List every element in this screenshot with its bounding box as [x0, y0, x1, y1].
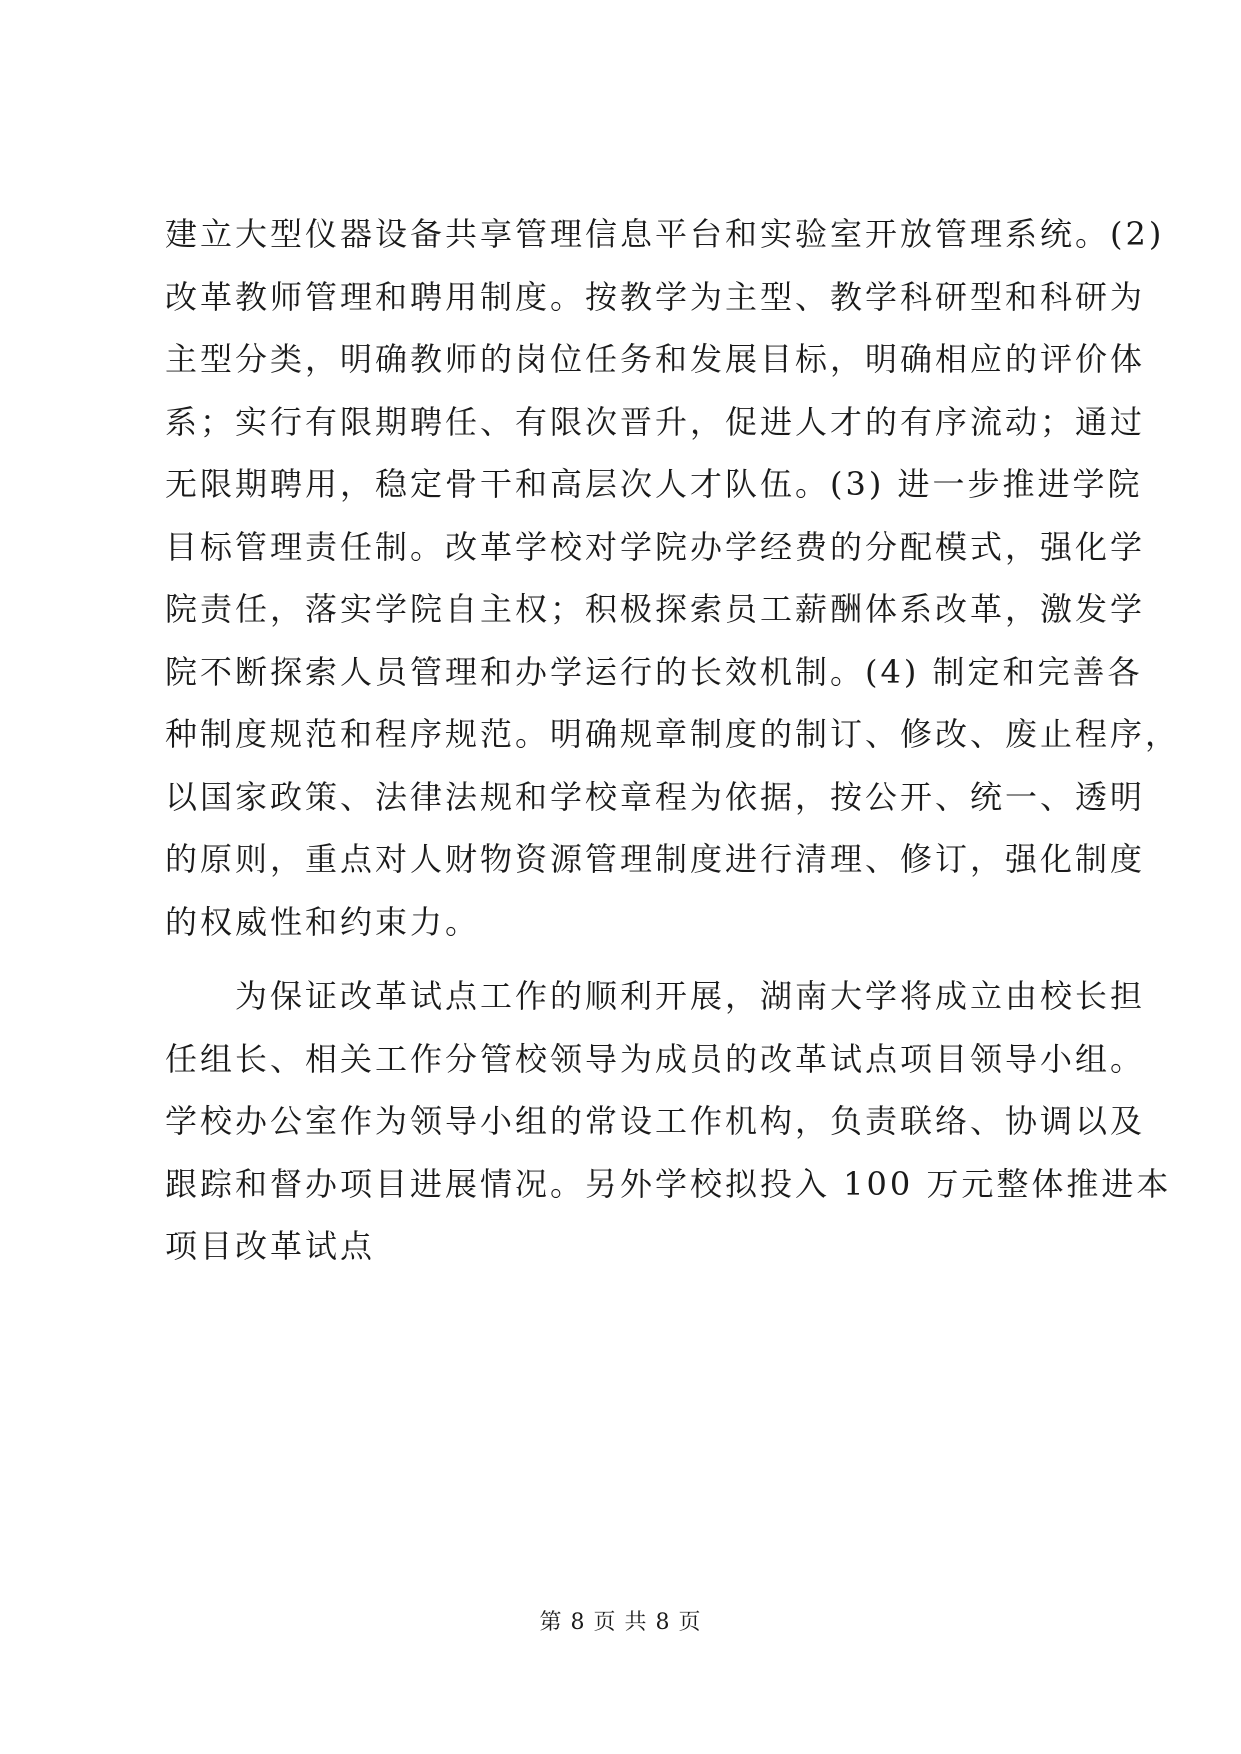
text-line: 以国家政策、法律法规和学校章程为依据，按公开、统一、透明 [165, 777, 1146, 816]
text-line: 任组长、相关工作分管校领导为成员的改革试点项目领导小组。 [165, 1039, 1146, 1078]
text-line: 跟踪和督办项目进展情况。另外学校拟投入 100 万元整体推进本 [165, 1164, 1172, 1203]
text-line: 改革教师管理和聘用制度。按教学为主型、教学科研型和科研为 [165, 277, 1146, 316]
text-line: 种制度规范和程序规范。明确规章制度的制订、修改、废止程序， [165, 715, 1181, 753]
text-line: 目标管理责任制。改革学校对学院办学经费的分配模式，强化学 [165, 527, 1146, 566]
text-line: 无限期聘用，稳定骨干和高层次人才队伍。(3) 进一步推进学院 [165, 465, 1143, 503]
text-line: 主型分类，明确教师的岗位任务和发展目标，明确相应的评价体 [165, 340, 1146, 378]
text-line: 系；实行有限期聘任、有限次晋升，促进人才的有序流动；通过 [165, 402, 1146, 441]
text-line: 院责任，落实学院自主权；积极探索员工薪酬体系改革，激发学 [165, 590, 1146, 628]
text-line: 项目改革试点 [165, 1227, 376, 1265]
text-line: 为保证改革试点工作的顺利开展，湖南大学将成立由校长担 [235, 977, 1146, 1015]
text-line: 建立大型仪器设备共享管理信息平台和实验室开放管理系统。(2) [165, 215, 1165, 253]
paragraph-gap [165, 953, 1085, 965]
text-line: 的原则，重点对人财物资源管理制度进行清理、修订，强化制度 [165, 840, 1146, 878]
text-line: 的权威性和约束力。 [165, 902, 481, 941]
paragraph [165, 965, 1172, 1278]
text-line: 学校办公室作为领导小组的常设工作机构，负责联络、协调以及 [165, 1102, 1146, 1140]
paragraph [165, 203, 1181, 953]
document-body [165, 203, 1181, 1278]
page-number-footer: 第 8 页 共 8 页 [539, 1610, 702, 1635]
text-line: 院不断探索人员管理和办学运行的长效机制。(4) 制定和完善各 [165, 652, 1143, 691]
